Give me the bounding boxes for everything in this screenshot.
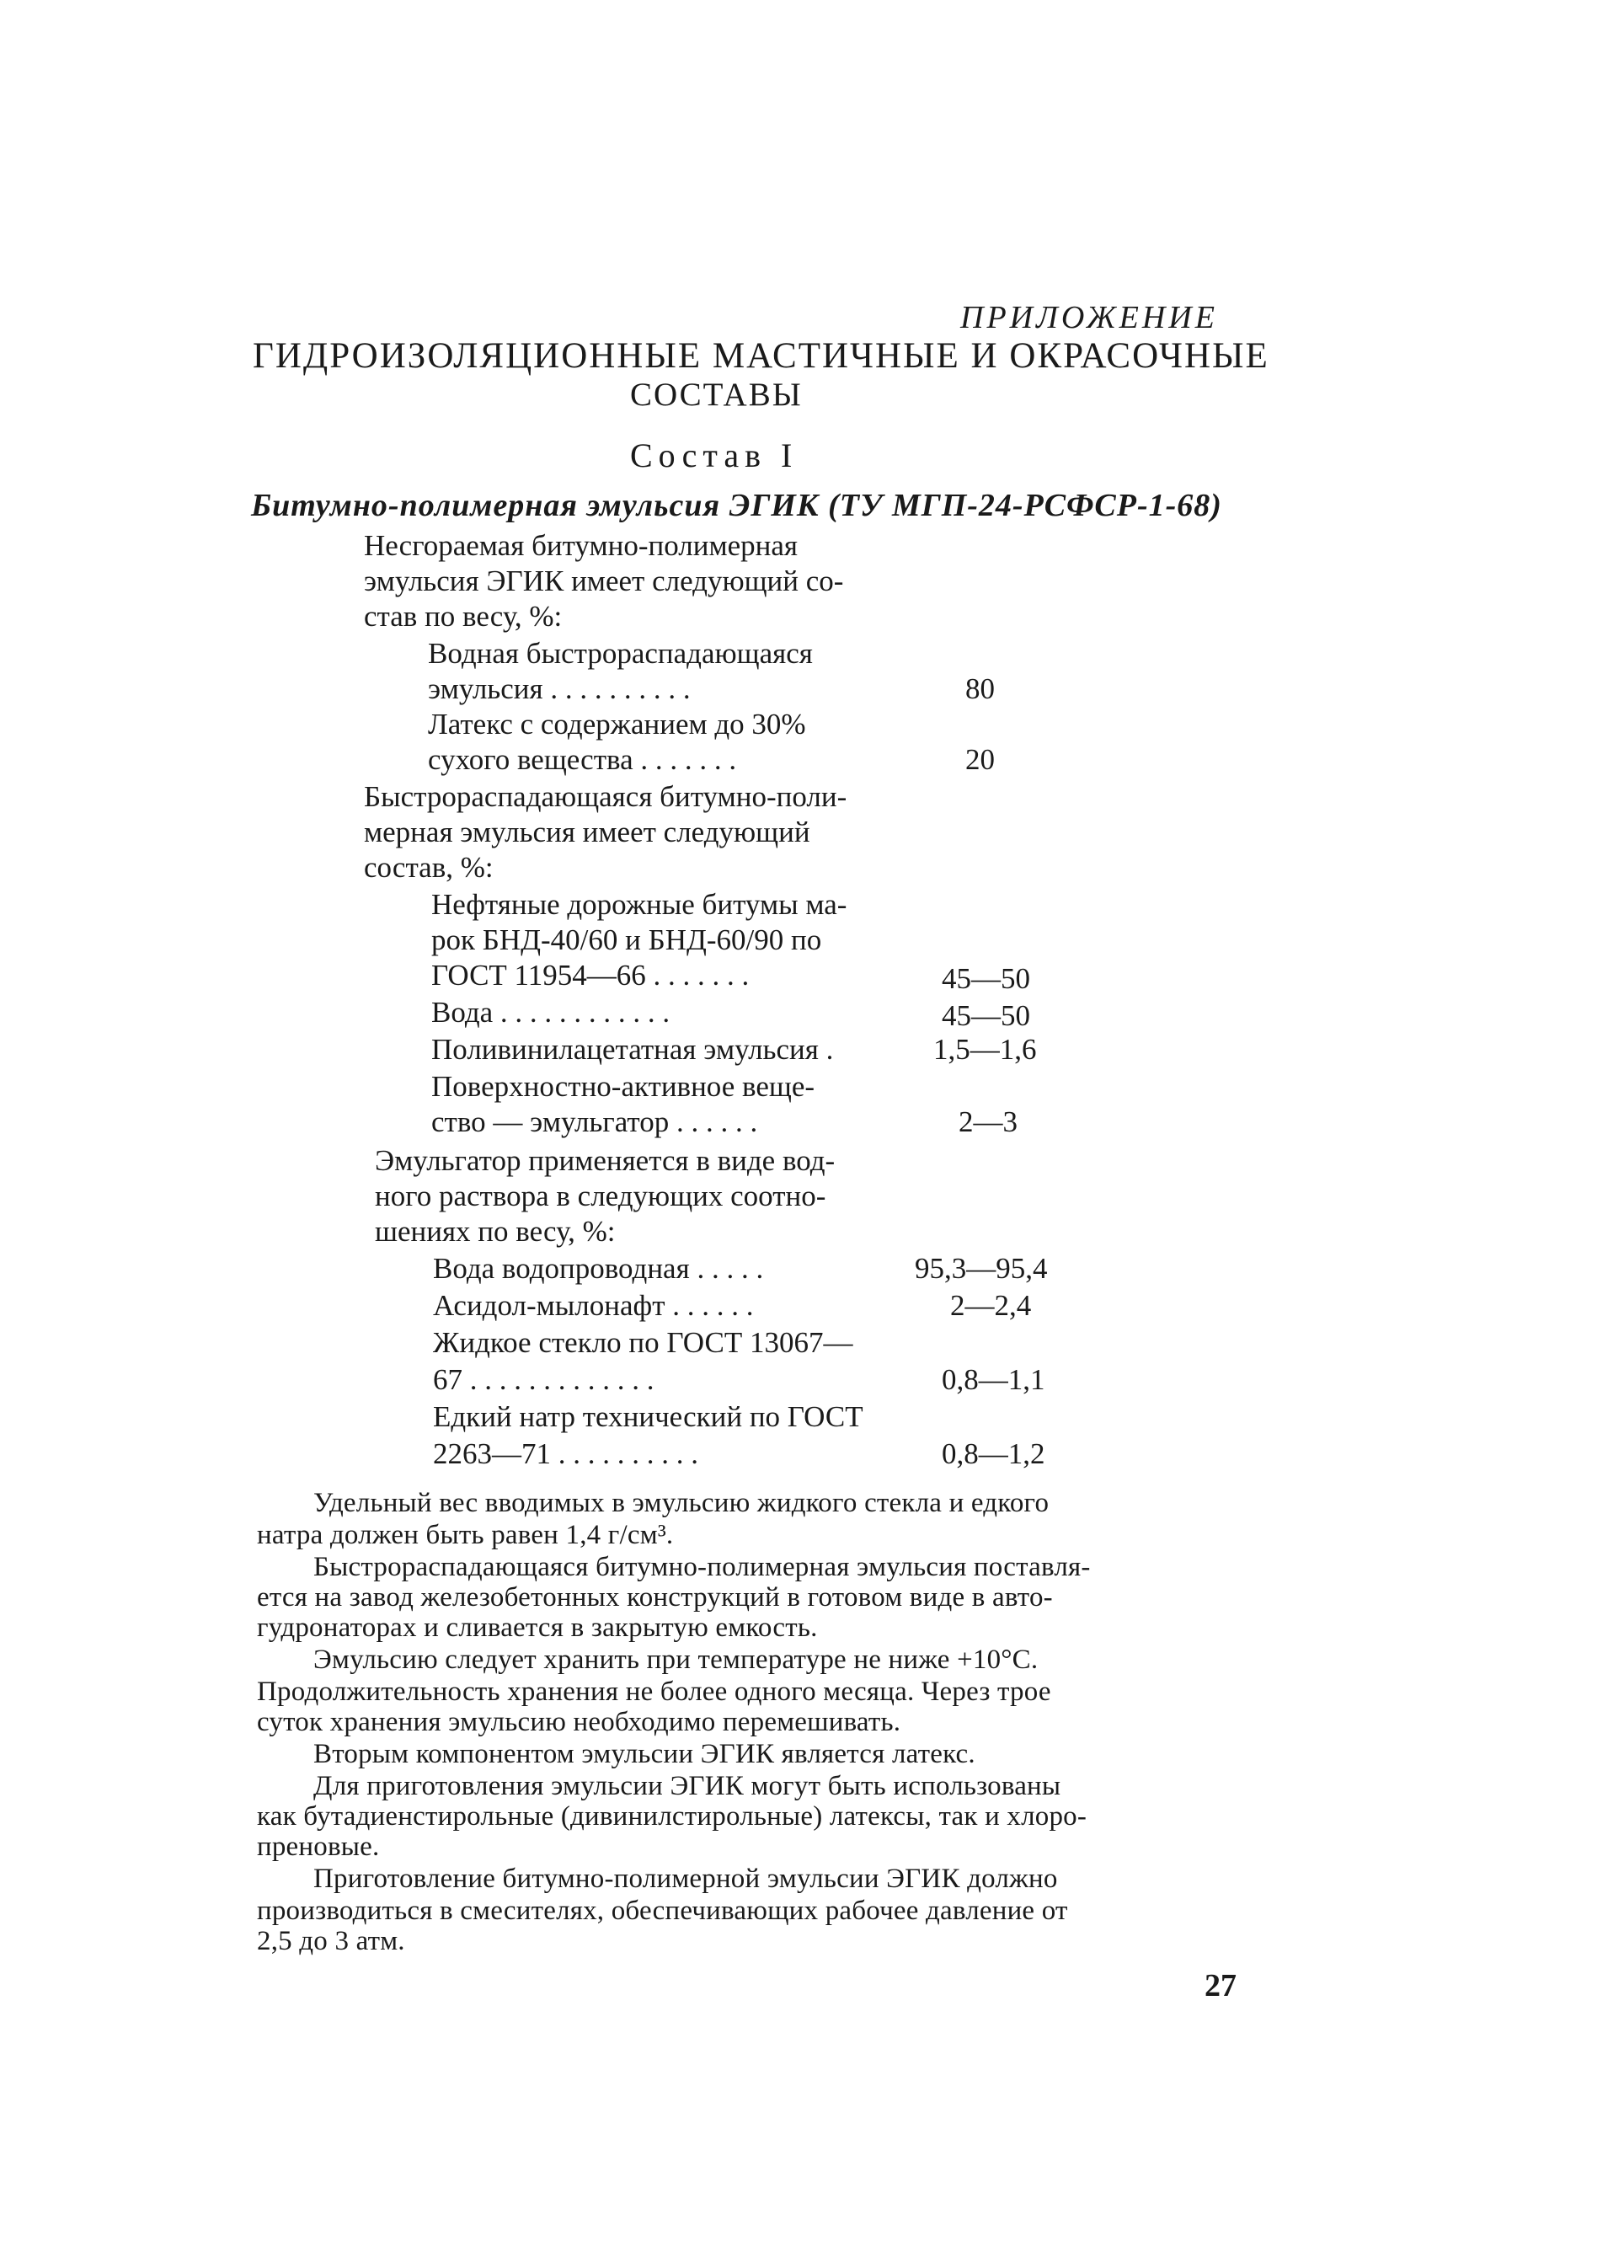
component-line: Вода водопроводная . . . . .	[433, 1252, 764, 1285]
component-value: 2—3	[959, 1105, 1018, 1138]
intro-line: Несгораемая битумно-полимерная	[364, 529, 799, 562]
paragraph-line: Продолжительность хранения не более одного месяца. Через трое	[257, 1677, 1051, 1707]
component-value: 45—50	[942, 962, 1030, 995]
paragraph-line: как бутадиенстирольные (дивинилстирольные) латексы, так и хлоро-	[257, 1801, 1087, 1832]
paragraph-line: 2,5 до 3 атм.	[257, 1926, 405, 1956]
component-line: ство — эмульгатор . . . . . .	[431, 1105, 758, 1138]
component-line: Едкий натр технический по ГОСТ	[433, 1400, 863, 1433]
component-value: 2—2,4	[950, 1289, 1032, 1322]
component-line: сухого вещества . . . . . . .	[428, 743, 737, 776]
component-line: ГОСТ 11954—66 . . . . . . .	[431, 959, 750, 992]
component-line: 67 . . . . . . . . . . . . .	[433, 1363, 654, 1396]
paragraph-line: производиться в смесителях, обеспечивающих рабочее давление от	[257, 1896, 1068, 1926]
composition-heading: Состав I	[630, 436, 799, 474]
paragraph-line: Приготовление битумно-полимерной эмульсии ЭГИК должно	[313, 1864, 1058, 1894]
paragraph-line: Быстрораспадающаяся битумно-полимерная эмульсия поставля-	[313, 1552, 1091, 1582]
intro-line: Эмульгатор применяется в виде вод-	[375, 1144, 836, 1177]
component-value: 0,8—1,2	[942, 1437, 1045, 1470]
paragraph-line: преновые.	[257, 1832, 380, 1862]
appendix-label: ПРИЛОЖЕНИЕ	[960, 300, 1218, 335]
page-title-line-2: СОСТАВЫ	[630, 377, 803, 413]
component-line: Асидол-мылонафт . . . . . .	[433, 1289, 754, 1322]
paragraph-line: Удельный вес вводимых в эмульсию жидкого стекла и едкого	[313, 1488, 1050, 1518]
page-number: 27	[1205, 1968, 1237, 2003]
component-line: Поверхностно-активное веще-	[431, 1070, 815, 1103]
intro-line: ного раствора в следующих соотно-	[375, 1179, 826, 1212]
component-line: рок БНД-40/60 и БНД-60/90 по	[431, 923, 822, 956]
component-line: 2263—71 . . . . . . . . . .	[433, 1437, 698, 1470]
component-line: Водная быстрораспадающаяся	[428, 637, 813, 670]
intro-line: став по весу, %:	[364, 600, 563, 633]
component-line: Нефтяные дорожные битумы ма-	[431, 888, 847, 921]
intro-line: шениях по весу, %:	[375, 1215, 616, 1248]
component-line: Латекс с содержанием до 30%	[428, 708, 806, 741]
component-value: 80	[965, 672, 995, 705]
component-value: 0,8—1,1	[942, 1363, 1045, 1396]
paragraph-line: Для приготовления эмульсии ЭГИК могут быть использованы	[313, 1771, 1061, 1801]
paragraph-line: гудронаторах и сливается в закрытую емкость.	[257, 1613, 818, 1643]
intro-line: состав, %:	[364, 851, 494, 884]
component-value: 20	[965, 743, 995, 776]
intro-line: Быстрораспадающаяся битумно-поли-	[364, 780, 847, 813]
intro-line: эмульсия ЭГИК имеет следующий со-	[364, 564, 844, 597]
intro-line: мерная эмульсия имеет следующий	[364, 816, 810, 848]
component-line: Вода . . . . . . . . . . . .	[431, 996, 670, 1029]
emulsion-subtitle: Битумно-полимерная эмульсия ЭГИК (ТУ МГП-24-РСФСР-1-68)	[251, 488, 1222, 523]
component-value: 45—50	[942, 999, 1030, 1032]
component-line: эмульсия . . . . . . . . . .	[428, 672, 691, 705]
component-line: Жидкое стекло по ГОСТ 13067—	[433, 1326, 853, 1359]
component-value: 1,5—1,6	[933, 1033, 1037, 1066]
component-line: Поливинилацетатная эмульсия .	[431, 1033, 834, 1066]
paragraph-line: ется на завод железобетонных конструкций в готовом виде в авто-	[257, 1582, 1053, 1613]
component-value: 95,3—95,4	[915, 1252, 1048, 1285]
paragraph-line: Вторым компонентом эмульсии ЭГИК является латекс.	[313, 1739, 975, 1769]
page-title-line-1: ГИДРОИЗОЛЯЦИОННЫЕ МАСТИЧНЫЕ И ОКРАСОЧНЫЕ	[253, 336, 1269, 376]
paragraph-line: суток хранения эмульсию необходимо перемешивать.	[257, 1707, 901, 1737]
paragraph-line: Эмульсию следует хранить при температуре не ниже +10°С.	[313, 1645, 1039, 1675]
paragraph-line: натра должен быть равен 1,4 г/см³.	[257, 1520, 674, 1550]
